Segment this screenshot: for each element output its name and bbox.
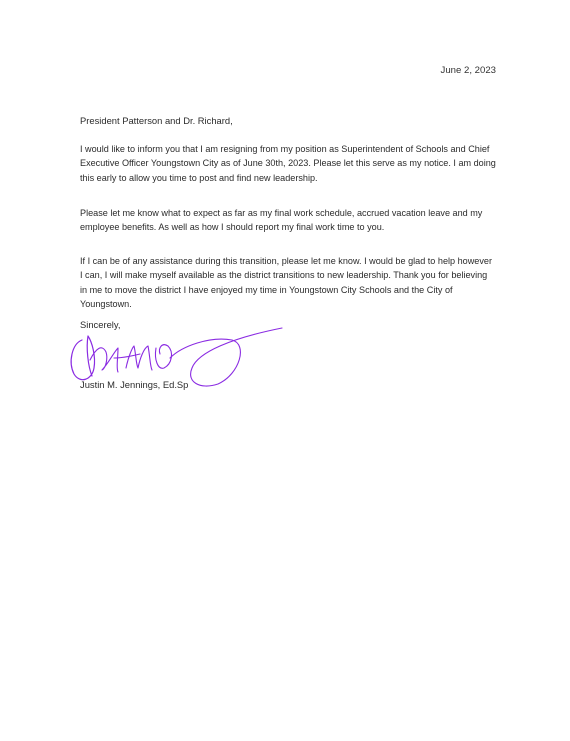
salutation: President Patterson and Dr. Richard, xyxy=(80,115,233,126)
signer-name: Justin M. Jennings, Ed.Sp xyxy=(80,379,189,390)
letter-date: June 2, 2023 xyxy=(440,65,496,76)
paragraph-resignation: I would like to inform you that I am resigning from my position as Superintendent of Schools and Chief Executive Officer Youngstown City as of June 30th, 2023. Please let this serve as my notice. I am doing this early to allow you time to post and find new leadership. xyxy=(80,144,496,183)
paragraph-final-schedule: Please let me know what to expect as far as my final work schedule, accrued vacation leave and my employee benefits. As well as how I should report my final work time to you. xyxy=(80,208,483,233)
closing: Sincerely, xyxy=(80,319,121,330)
paragraph-assistance: If I can be of any assistance during this transition, please let me know. I would be glad to help however I can, I will make myself available as the district transitions to new leadership. Thank you for believing in me to move the district I have enjoyed my time in Youngstown City Schools and the City of Youngstown. xyxy=(80,256,492,310)
